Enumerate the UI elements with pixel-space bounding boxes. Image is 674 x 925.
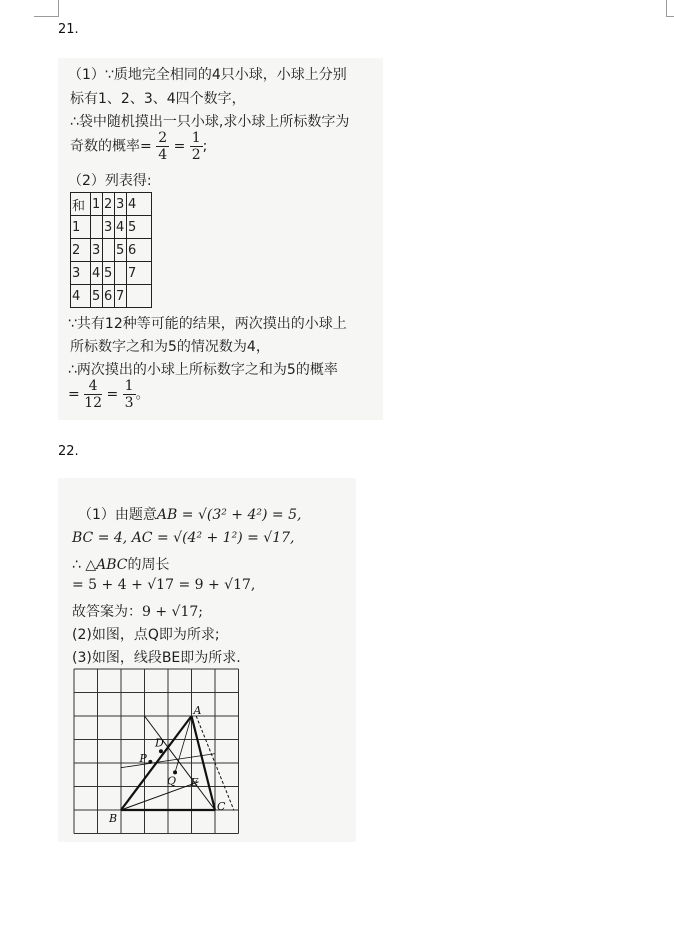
sum-table-cell: 5 <box>115 239 127 262</box>
q22-line-3: ∴ △ABC的周长 <box>72 557 170 573</box>
fraction-2-4: $\frac{2}{4}$ <box>158 130 168 163</box>
sum-table-cell <box>127 285 152 308</box>
fraction-4-12: $\frac{4}{12}$ <box>84 378 103 411</box>
q21-line-6: ∵共有12种等可能的结果，两次摸出的小球上 <box>68 316 347 332</box>
q22-line-1: （1）由题意AB = √(3² + 4²) = 5, <box>78 507 302 523</box>
q22-line-2: BC = 4, AC = √(4² + 1²) = √17, <box>72 530 295 546</box>
page-corner-mark-left <box>34 0 59 17</box>
construction-line <box>175 716 191 772</box>
sum-table-row <box>71 262 152 285</box>
sum-table-cell: 1 <box>91 193 103 216</box>
q21-line-3: ∴袋中随机摸出一只小球,求小球上所标数字为 <box>70 114 350 130</box>
sum-table-cell: 4 <box>127 193 152 216</box>
fraction-1-2: $\frac{1}{2}$ <box>191 130 201 163</box>
q21-line-5: （2）列表得: <box>68 173 152 189</box>
fraction-1-3: $\frac{1}{3}$ <box>124 378 134 411</box>
label-q: Q <box>167 774 177 788</box>
sum-table-row <box>71 285 152 308</box>
point-dot <box>159 749 163 753</box>
sum-table-cell: 1 <box>71 216 91 239</box>
sum-table-cell <box>91 216 103 239</box>
question-22-answer-image <box>58 478 356 842</box>
sum-table-cell: 4 <box>115 216 127 239</box>
sum-table-cell: 和 <box>71 193 91 216</box>
sum-table-row <box>71 216 152 239</box>
sum-table-cell: 3 <box>103 216 115 239</box>
label-c: C <box>217 800 226 813</box>
sum-table-cell: 7 <box>115 285 127 308</box>
q22-line-7: (3)如图，线段BE即为所求. <box>72 650 241 666</box>
sum-table-cell <box>103 239 115 262</box>
sum-table-cell: 3 <box>91 239 103 262</box>
question-22-number: 22. <box>58 444 79 459</box>
sum-table-cell: 6 <box>127 239 152 262</box>
sum-table-cell: 5 <box>91 285 103 308</box>
label-e: E <box>190 775 199 789</box>
question-21-answer-image <box>58 58 383 420</box>
q21-line-2: 标有1、2、3、4四个数字， <box>70 91 246 107</box>
sum-table-cell: 2 <box>71 239 91 262</box>
q22-line-5: 故答案为：9 + √17; <box>72 604 203 620</box>
sum-table-row <box>71 193 152 216</box>
q22-line-4: = 5 + 4 + √17 = 9 + √17, <box>72 577 256 593</box>
q21-line-4: 奇数的概率= $\frac{2}{4}$ = $\frac{1}{2}$ ; <box>70 130 208 163</box>
grid-figure <box>70 666 250 838</box>
sum-table-cell: 6 <box>103 285 115 308</box>
q21-line-7: 所标数字之和为5的情况数为4， <box>70 339 270 355</box>
sum-table-cell: 7 <box>127 262 152 285</box>
sum-table-cell: 4 <box>91 262 103 285</box>
sum-table-cell: 3 <box>115 193 127 216</box>
sum-table-cell: 5 <box>103 262 115 285</box>
sum-table-cell: 5 <box>127 216 152 239</box>
label-b: B <box>109 812 118 825</box>
point-dot <box>148 760 152 764</box>
q21-line-4-text: 奇数的概率= <box>70 138 152 155</box>
sum-table-cell: 2 <box>103 193 115 216</box>
label-p: P <box>139 751 147 765</box>
sum-table <box>70 192 152 308</box>
q21-line-9: = $\frac{4}{12}$ = $\frac{1}{3}$ 。 <box>68 378 150 411</box>
sum-table-cell: 3 <box>71 262 91 285</box>
label-d: D <box>154 736 164 750</box>
page-corner-mark-right <box>666 0 674 17</box>
sum-table-cell <box>115 262 127 285</box>
question-21-number: 21. <box>58 22 79 37</box>
sum-table-row <box>71 239 152 262</box>
q21-line-1: （1）∵质地完全相同的4只小球，小球上分别 <box>68 67 347 83</box>
q21-line-8: ∴两次摸出的小球上所标数字之和为5的概率 <box>68 362 338 378</box>
sum-table-cell: 4 <box>71 285 91 308</box>
label-a: A <box>193 704 202 717</box>
q22-line-6: (2)如图，点Q即为所求; <box>72 627 220 643</box>
